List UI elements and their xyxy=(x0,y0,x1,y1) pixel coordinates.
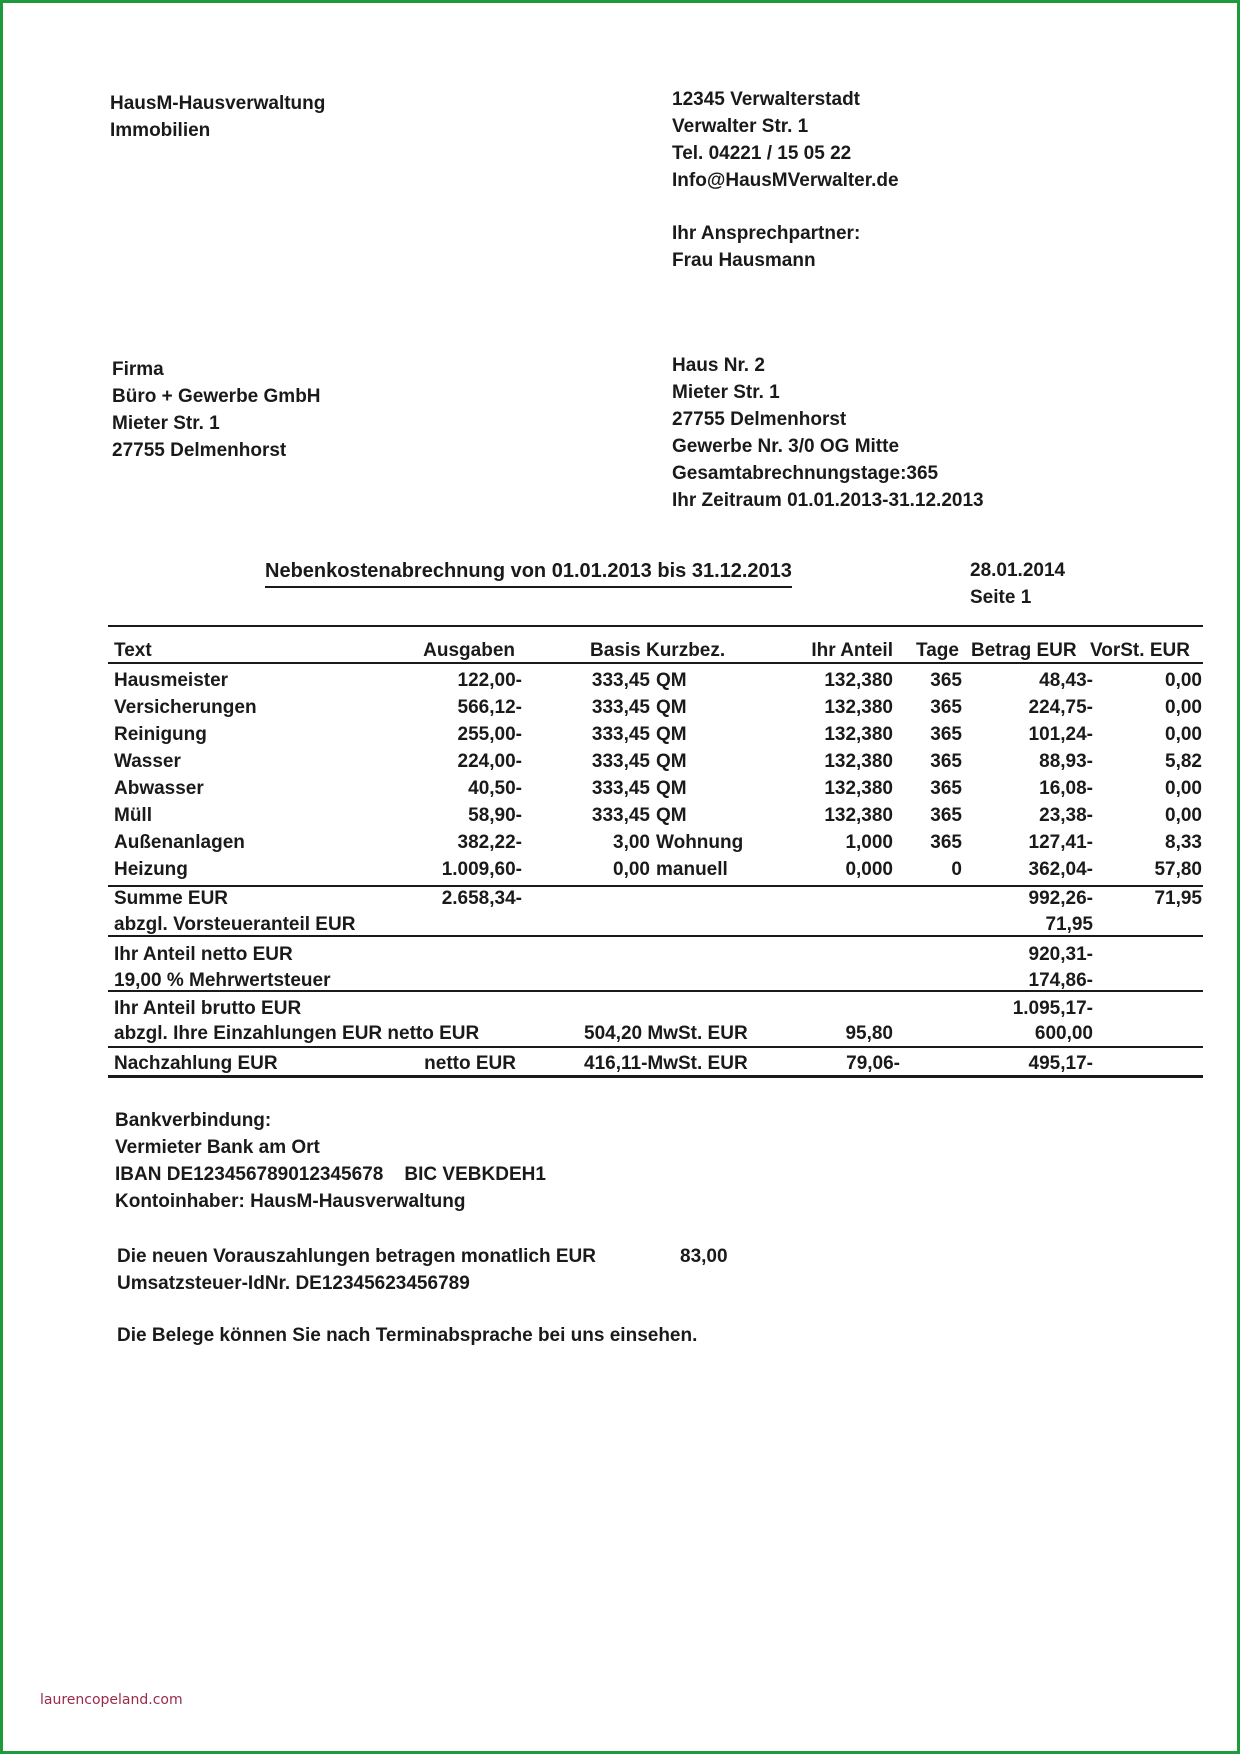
cell-ausgaben: 122,00- xyxy=(457,670,522,691)
object-line: Ihr Zeitraum 01.01.2013-31.12.2013 xyxy=(672,490,984,511)
header-basis: Basis Kurzbez. xyxy=(590,640,726,661)
einzahlungen-row xyxy=(0,1020,1240,1047)
object-line: Gesamtabrechnungstage:365 xyxy=(672,463,939,484)
cell-text: Müll xyxy=(114,805,152,826)
cell-kurzbez: QM xyxy=(656,670,687,691)
cell-basis: 333,45 xyxy=(591,670,650,691)
tax-id: Umsatzsteuer-IdNr. DE12345623456789 xyxy=(117,1273,470,1294)
sender-address-block xyxy=(672,86,899,274)
cell-vorst: 0,00 xyxy=(1165,805,1202,826)
cell-tage: 365 xyxy=(930,778,962,799)
recipient-line: Mieter Str. 1 xyxy=(112,413,220,434)
cell-ausgaben: 58,90- xyxy=(468,805,522,826)
cell-basis: 333,45 xyxy=(591,697,650,718)
cell-basis: 333,45 xyxy=(591,751,650,772)
einzahlungen-anteil: 95,80 xyxy=(845,1023,893,1044)
cell-ausgaben: 224,00- xyxy=(457,751,522,772)
sum-vorst: 71,95 xyxy=(1154,888,1202,909)
table-row xyxy=(0,721,1240,748)
bank-iban-bic: IBAN DE123456789012345678 BIC VEBKDEH1 xyxy=(115,1164,546,1185)
object-line: Haus Nr. 2 xyxy=(672,355,765,376)
object-block xyxy=(672,352,984,514)
cell-vorst: 57,80 xyxy=(1154,859,1202,880)
nachzahlung-basis: 416,11-MwSt. EUR xyxy=(584,1053,748,1074)
header-betrag: Betrag EUR xyxy=(971,640,1077,661)
cell-ausgaben: 382,22- xyxy=(457,832,522,853)
document-title: Nebenkostenabrechnung von 01.01.2013 bis 31.12.2013 xyxy=(265,560,792,588)
cell-betrag: 101,24- xyxy=(1028,724,1093,745)
recipient-line: 27755 Delmenhorst xyxy=(112,440,287,461)
object-line: Gewerbe Nr. 3/0 OG Mitte xyxy=(672,436,900,457)
vorsteuer-label: abzgl. Vorsteueranteil EUR xyxy=(114,914,356,935)
cell-text: Heizung xyxy=(114,859,188,880)
cell-anteil: 132,380 xyxy=(824,751,893,772)
cell-anteil: 132,380 xyxy=(824,805,893,826)
cell-text: Wasser xyxy=(114,751,181,772)
date-block xyxy=(970,557,1065,611)
table-row xyxy=(0,856,1240,883)
cell-text: Versicherungen xyxy=(114,697,257,718)
bank-holder: Kontoinhaber: HausM-Hausverwaltung xyxy=(115,1191,466,1212)
sender-subtitle: Immobilien xyxy=(110,120,211,141)
cell-text: Hausmeister xyxy=(114,670,229,691)
contact-name: Frau Hausmann xyxy=(672,250,816,271)
cell-kurzbez: QM xyxy=(656,751,687,772)
cell-vorst: 0,00 xyxy=(1165,778,1202,799)
mwst-betrag: 174,86- xyxy=(1028,970,1093,991)
nachzahlung-betrag: 495,17- xyxy=(1028,1053,1093,1074)
cell-betrag: 224,75- xyxy=(1028,697,1093,718)
cell-ausgaben: 255,00- xyxy=(457,724,522,745)
bank-name: Vermieter Bank am Ort xyxy=(115,1137,320,1158)
cell-text: Abwasser xyxy=(114,778,204,799)
cell-kurzbez: QM xyxy=(656,697,687,718)
table-row xyxy=(0,802,1240,829)
cell-betrag: 362,04- xyxy=(1028,859,1093,880)
footer-note: Die Belege können Sie nach Terminabsprache bei uns einsehen. xyxy=(117,1325,698,1346)
header-text: Text xyxy=(114,640,152,661)
nachzahlung-netto-label: netto EUR xyxy=(424,1053,516,1074)
cell-tage: 365 xyxy=(930,724,962,745)
cell-tage: 365 xyxy=(930,670,962,691)
cell-text: Außenanlagen xyxy=(114,832,245,853)
table-row xyxy=(0,694,1240,721)
sender-address-line: Verwalter Str. 1 xyxy=(672,116,809,137)
nachzahlung-row xyxy=(0,1050,1240,1077)
sum-ausgaben: 2.658,34- xyxy=(441,888,522,909)
recipient-block xyxy=(112,356,321,464)
vorsteuer-row xyxy=(0,911,1240,938)
cell-betrag: 23,38- xyxy=(1039,805,1093,826)
table-row xyxy=(0,667,1240,694)
cell-anteil: 132,380 xyxy=(824,778,893,799)
cell-tage: 0 xyxy=(951,859,962,880)
nachzahlung-anteil: 79,06- xyxy=(846,1053,900,1074)
einzahlungen-betrag: 600,00 xyxy=(1034,1023,1093,1044)
cell-basis: 3,00 xyxy=(613,832,650,853)
mwst-label: 19,00 % Mehrwertsteuer xyxy=(114,970,331,991)
recipient-line: Firma xyxy=(112,359,164,380)
cell-kurzbez: manuell xyxy=(656,859,728,880)
cell-ausgaben: 1.009,60- xyxy=(441,859,522,880)
cell-vorst: 8,33 xyxy=(1165,832,1202,853)
cell-vorst: 0,00 xyxy=(1165,697,1202,718)
sum-row xyxy=(0,885,1240,912)
cell-kurzbez: QM xyxy=(656,724,687,745)
einzahlungen-label: abzgl. Ihre Einzahlungen EUR netto EUR xyxy=(114,1023,480,1044)
sender-address-line: 12345 Verwalterstadt xyxy=(672,89,861,110)
brutto-label: Ihr Anteil brutto EUR xyxy=(114,998,302,1019)
table-row xyxy=(0,748,1240,775)
mwst-row xyxy=(0,967,1240,994)
cell-anteil: 132,380 xyxy=(824,724,893,745)
document-date: 28.01.2014 xyxy=(970,560,1066,581)
header-anteil: Ihr Anteil xyxy=(811,640,893,661)
sender-email: Info@HausMVerwalter.de xyxy=(672,170,899,191)
table-header xyxy=(0,637,1240,664)
object-line: 27755 Delmenhorst xyxy=(672,409,847,430)
table-row xyxy=(0,775,1240,802)
netto-row xyxy=(0,941,1240,968)
cell-vorst: 0,00 xyxy=(1165,670,1202,691)
cell-betrag: 48,43- xyxy=(1039,670,1093,691)
prepay-amount: 83,00 xyxy=(680,1246,728,1267)
object-line: Mieter Str. 1 xyxy=(672,382,780,403)
brutto-row xyxy=(0,995,1240,1022)
cell-betrag: 88,93- xyxy=(1039,751,1093,772)
cell-basis: 333,45 xyxy=(591,778,650,799)
netto-betrag: 920,31- xyxy=(1028,944,1093,965)
cell-ausgaben: 566,12- xyxy=(457,697,522,718)
cell-text: Reinigung xyxy=(114,724,207,745)
cell-vorst: 0,00 xyxy=(1165,724,1202,745)
table-row xyxy=(0,829,1240,856)
bank-block xyxy=(115,1107,546,1215)
header-vorst: VorSt. EUR xyxy=(1090,640,1190,661)
vorsteuer-betrag: 71,95 xyxy=(1045,914,1093,935)
einzahlungen-basis: 504,20 MwSt. EUR xyxy=(584,1023,748,1044)
sum-label: Summe EUR xyxy=(114,888,229,909)
contact-label: Ihr Ansprechpartner: xyxy=(672,223,861,244)
cell-tage: 365 xyxy=(930,805,962,826)
sum-betrag: 992,26- xyxy=(1028,888,1093,909)
cell-betrag: 127,41- xyxy=(1028,832,1093,853)
header-ausgaben: Ausgaben xyxy=(423,640,515,661)
header-tage: Tage xyxy=(916,640,959,661)
sender-block xyxy=(110,90,325,144)
cell-kurzbez: QM xyxy=(656,805,687,826)
page-number: Seite 1 xyxy=(970,587,1032,608)
cell-basis: 333,45 xyxy=(591,805,650,826)
prepay-text: Die neuen Vorauszahlungen betragen monatlich EUR xyxy=(117,1246,596,1267)
cell-anteil: 132,380 xyxy=(824,697,893,718)
cell-ausgaben: 40,50- xyxy=(468,778,522,799)
cell-anteil: 132,380 xyxy=(824,670,893,691)
cell-kurzbez: QM xyxy=(656,778,687,799)
cell-anteil: 1,000 xyxy=(845,832,893,853)
cell-tage: 365 xyxy=(930,751,962,772)
sender-name: HausM-Hausverwaltung xyxy=(110,93,326,114)
recipient-line: Büro + Gewerbe GmbH xyxy=(112,386,321,407)
cell-tage: 365 xyxy=(930,832,962,853)
nachzahlung-label: Nachzahlung EUR xyxy=(114,1053,278,1074)
brutto-betrag: 1.095,17- xyxy=(1012,998,1093,1019)
cell-basis: 333,45 xyxy=(591,724,650,745)
cell-betrag: 16,08- xyxy=(1039,778,1093,799)
sender-address-line: Tel. 04221 / 15 05 22 xyxy=(672,143,852,164)
bank-label: Bankverbindung: xyxy=(115,1110,272,1131)
cell-basis: 0,00 xyxy=(613,859,650,880)
table-top-rule xyxy=(108,625,1203,627)
netto-label: Ihr Anteil netto EUR xyxy=(114,944,293,965)
cell-vorst: 5,82 xyxy=(1165,751,1202,772)
cell-tage: 365 xyxy=(930,697,962,718)
cell-anteil: 0,000 xyxy=(845,859,893,880)
cell-kurzbez: Wohnung xyxy=(656,832,744,853)
watermark: laurencopeland.com xyxy=(40,1692,183,1708)
